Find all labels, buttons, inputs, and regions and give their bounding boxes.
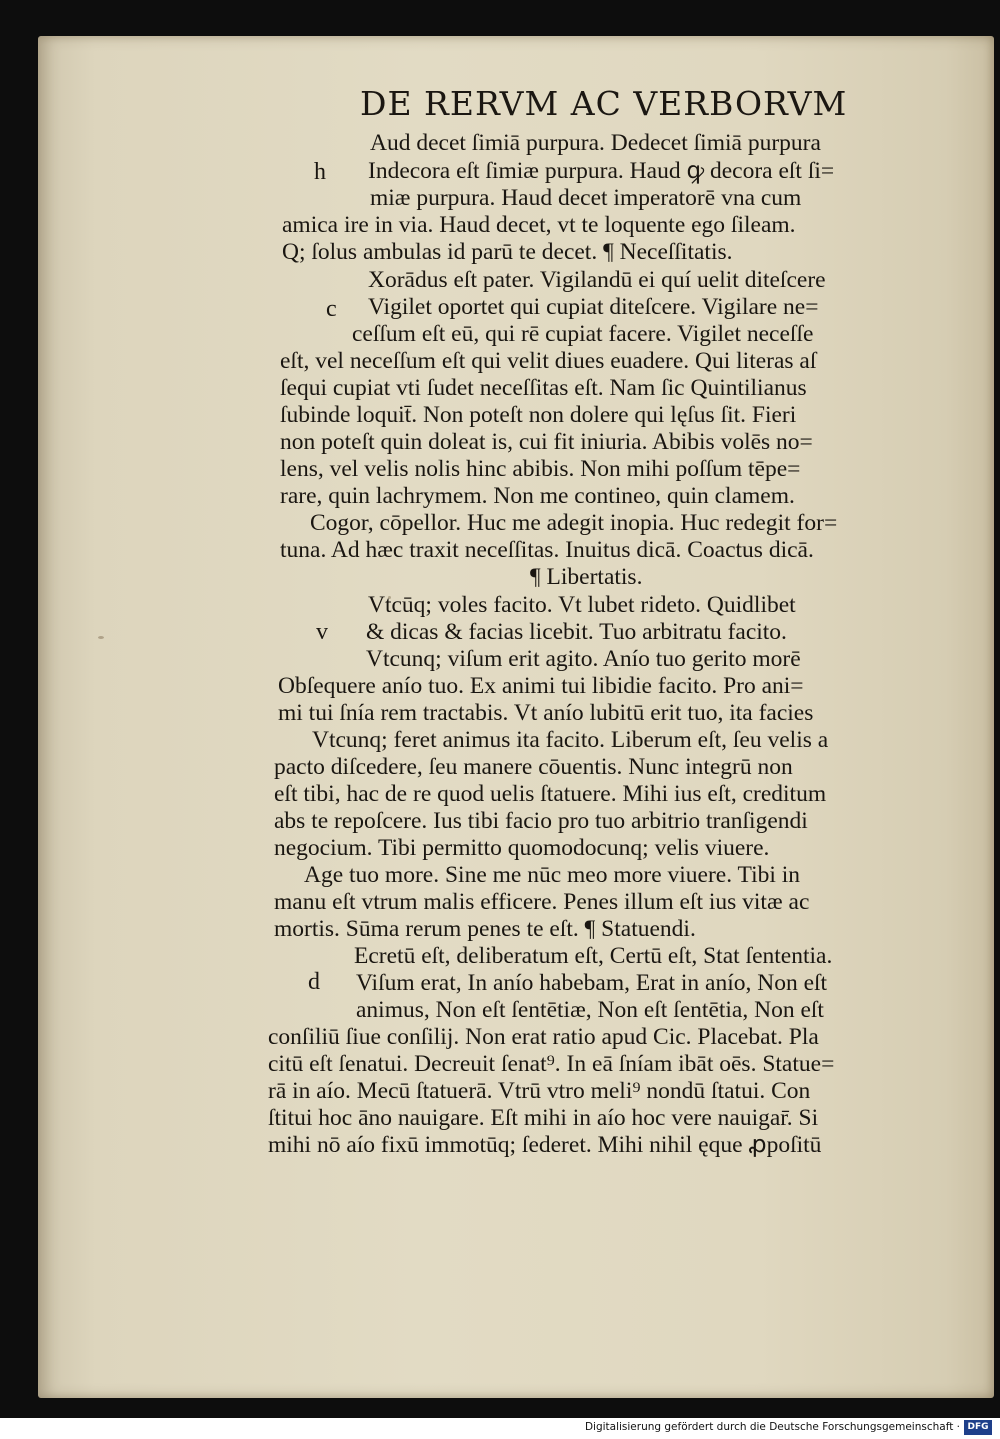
text-line: Vtcunq; feret animus ita facito. Liberum eſt, ſeu velis a — [312, 727, 829, 753]
text-line: ſequi cupiat vti ſudet neceſſitas eſt. Nam ſic Quintilianus — [280, 375, 807, 401]
text-line: non poteſt quin doleat is, cui fit iniuria. Abibis volēs no= — [280, 429, 813, 455]
text-line: lens, vel velis nolis hinc abibis. Non mihi poſſum tēpe= — [280, 456, 801, 482]
text-line: ſtitui hoc āno nauigare. Eſt mihi in aío hoc vere nauigar̄. Si — [268, 1105, 819, 1131]
text-line: Viſum erat, In anío habebam, Erat in anío, Non eſt — [356, 970, 828, 996]
funding-credit: Digitalisierung gefördert durch die Deutsche Forschungsgemeinschaft · — [584, 1421, 960, 1433]
text-line: eſt tibi, hac de re quod uelis ſtatuere. Mihi ius eſt, creditum — [274, 781, 827, 807]
footer-bar — [0, 1418, 1000, 1439]
text-line: rā in aío. Mecū ſtatuerā. Vtrū vtro meli⁹ nondū ſtatui. Con — [268, 1078, 811, 1104]
text-line: abs te repoſcere. Ius tibi facio pro tuo arbitrio tranſigendi — [274, 808, 808, 834]
dfg-logo: DFG — [964, 1420, 992, 1435]
text-line: Ecretū eſt, deliberatum eſt, Certū eſt, Stat ſententia. — [354, 943, 833, 969]
text-line: Indecora eſt ſimiæ purpura. Haud ꝙ decora eſt ſi= — [368, 158, 835, 184]
text-line: mi tui ſnía rem tractabis. Vt anío lubitū erit tuo, ita facies — [278, 700, 814, 726]
text-line: Vigilet oportet qui cupiat diteſcere. Vigilare ne= — [368, 294, 819, 320]
text-line: Vtcūq; voles facito. Vt lubet rideto. Quidlibet — [368, 592, 796, 618]
text-line: Obſequere anío tuo. Ex animi tui libidie facito. Pro ani= — [278, 673, 804, 699]
text-line: Age tuo more. Sine me nūc meo more viuere. Tibi in — [304, 862, 801, 888]
text-line: citū eſt ſenatui. Decreuit ſenat⁹. In eā ſníam ibāt oēs. Statue= — [268, 1051, 835, 1077]
text-line: pacto diſcedere, ſeu manere cōuentis. Nunc integrū non — [274, 754, 793, 780]
text-line: Q; ſolus ambulas id parū te decet. ¶ Neceſſitatis. — [282, 239, 733, 265]
text-line: manu eſt vtrum malis efficere. Penes illum eſt ius vitæ ac — [274, 889, 810, 915]
text-line: & dicas & facias licebit. Tuo arbitratu facito. — [366, 619, 787, 645]
text-line: negocium. Tibi permitto quomodocunq; velis viuere. — [274, 835, 770, 861]
margin-letter: v — [316, 619, 328, 645]
text-line: animus, Non eſt ſentētiæ, Non eſt ſentētia, Non eſt — [356, 997, 824, 1023]
margin-letter: d — [308, 969, 320, 995]
text-line: ceſſum eſt eū, qui rē cupiat facere. Vigilet neceſſe — [352, 321, 814, 347]
text-line: Cogor, cōpellor. Huc me adegit inopia. Huc redegit for= — [310, 510, 838, 536]
text-line: conſiliū ſiue conſilij. Non erat ratio apud Cic. Placebat. Pla — [268, 1024, 819, 1050]
margin-letter: c — [326, 296, 337, 322]
text-line: Vtcunq; viſum erit agito. Anío tuo gerito morē — [366, 646, 801, 672]
paper-stain — [98, 636, 104, 639]
text-line: miæ purpura. Haud decet imperatorē vna cum — [370, 185, 802, 211]
text-line: eſt, vel neceſſum eſt qui velit diues euadere. Qui literas aſ — [280, 348, 817, 374]
text-line: mortis. Sūma rerum penes te eſt. ¶ Statuendi. — [274, 916, 696, 942]
margin-letter: h — [314, 159, 326, 185]
text-line: Xorādus eſt pater. Vigilandū ei quí uelit diteſcere — [368, 267, 826, 293]
text-line: rare, quin lachrymem. Non me contineo, quin clamem. — [280, 483, 795, 509]
text-line: Aud decet ſimiā purpura. Dedecet ſimiā purpura — [370, 130, 821, 156]
section-heading: ¶ Libertatis. — [530, 564, 643, 590]
text-line: mihi nō aío fixū immotūq; ſederet. Mihi nihil ęque ꝓpoſitū — [268, 1132, 822, 1158]
text-line: ſubinde loquit̄. Non poteſt non dolere qui lęſus ſit. Fieri — [280, 402, 797, 428]
text-line: tuna. Ad hæc traxit neceſſitas. Inuitus dicā. Coactus dicā. — [280, 537, 814, 563]
text-line: amica ire in via. Haud decet, vt te loquente ego ſileam. — [282, 212, 796, 238]
running-head: DE RERVM AC VERBORVM — [360, 84, 848, 123]
